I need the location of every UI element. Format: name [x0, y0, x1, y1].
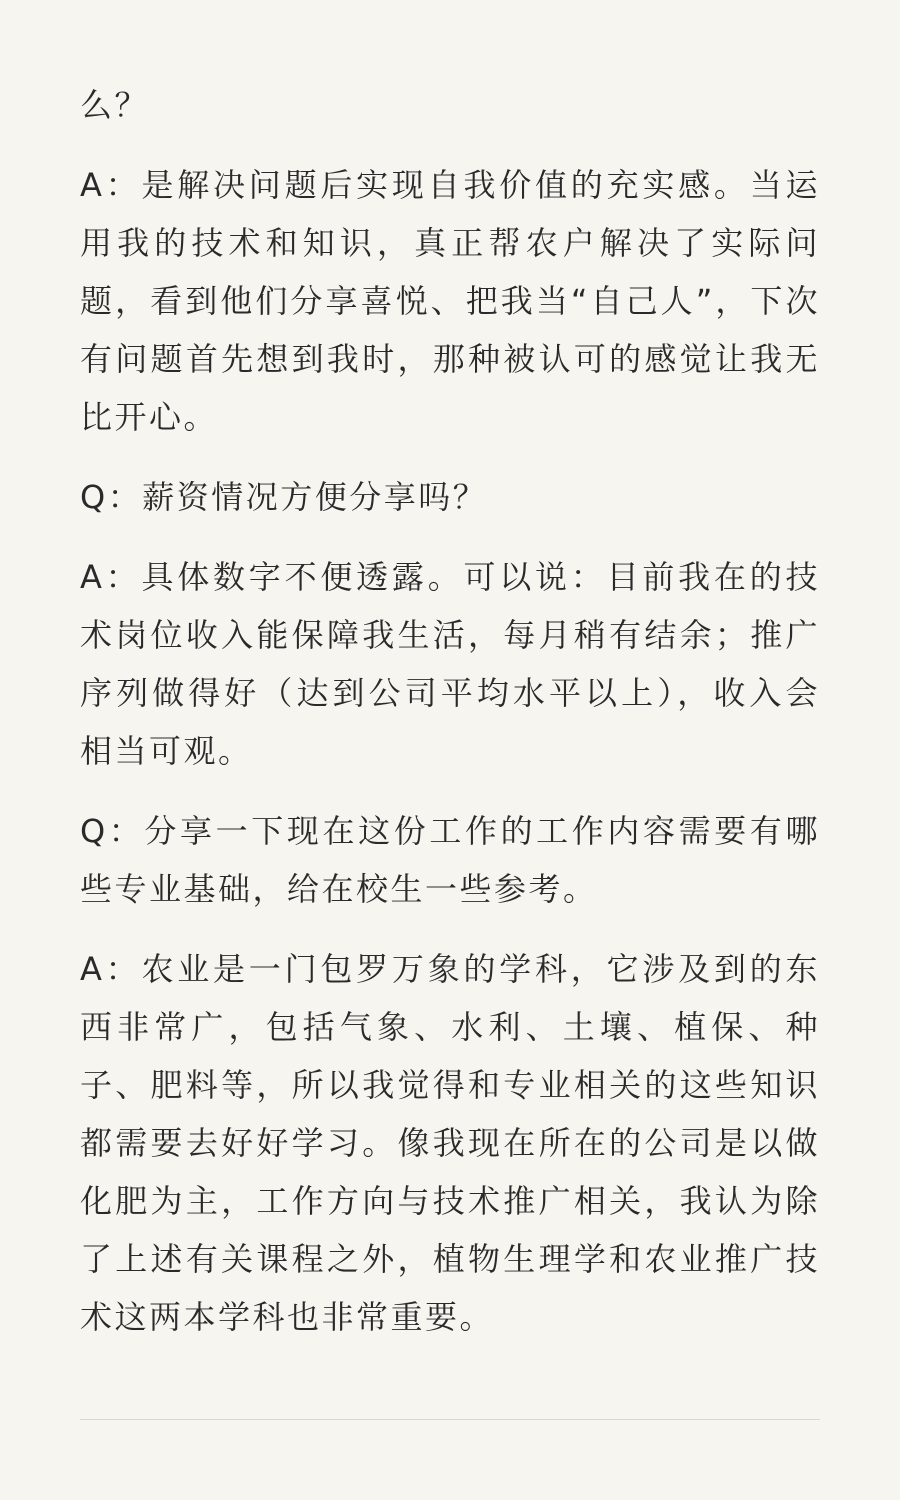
- paragraph-answer-skills: A：农业是一门包罗万象的学科，它涉及到的东西非常广，包括气象、水利、土壤、植保、种子、肥料等，所以我觉得和专业相关的这些知识都需要去好好学习。像我现在所在的公司是以做化肥为主，工作方向与技术推广相关，我认为除了上述有关课程之外，植物生理学和农业推广技术这两本学科也非常重要。: [80, 950, 820, 1336]
- article-body: [80, 76, 820, 1368]
- paragraph-question-skills: Q：分享一下现在这份工作的工作内容需要有哪些专业基础，给在校生一些参考。: [80, 812, 820, 908]
- paragraph-answer-satisfaction: A：是解决问题后实现自我价值的充实感。当运用我的技术和知识，真正帮农户解决了实际问题，看到他们分享喜悦、把我当“自己人”，下次有问题首先想到我时，那种被认可的感觉让我无比开心。: [80, 166, 820, 436]
- paragraph-question-salary: Q：薪资情况方便分享吗？: [80, 478, 488, 516]
- bottom-divider: [80, 1419, 820, 1420]
- paragraph-question-tail: 么？: [80, 86, 150, 124]
- paragraph-answer-salary: A：具体数字不便透露。可以说：目前我在的技术岗位收入能保障我生活，每月稍有结余；推广序列做得好（达到公司平均水平以上），收入会相当可观。: [80, 558, 820, 770]
